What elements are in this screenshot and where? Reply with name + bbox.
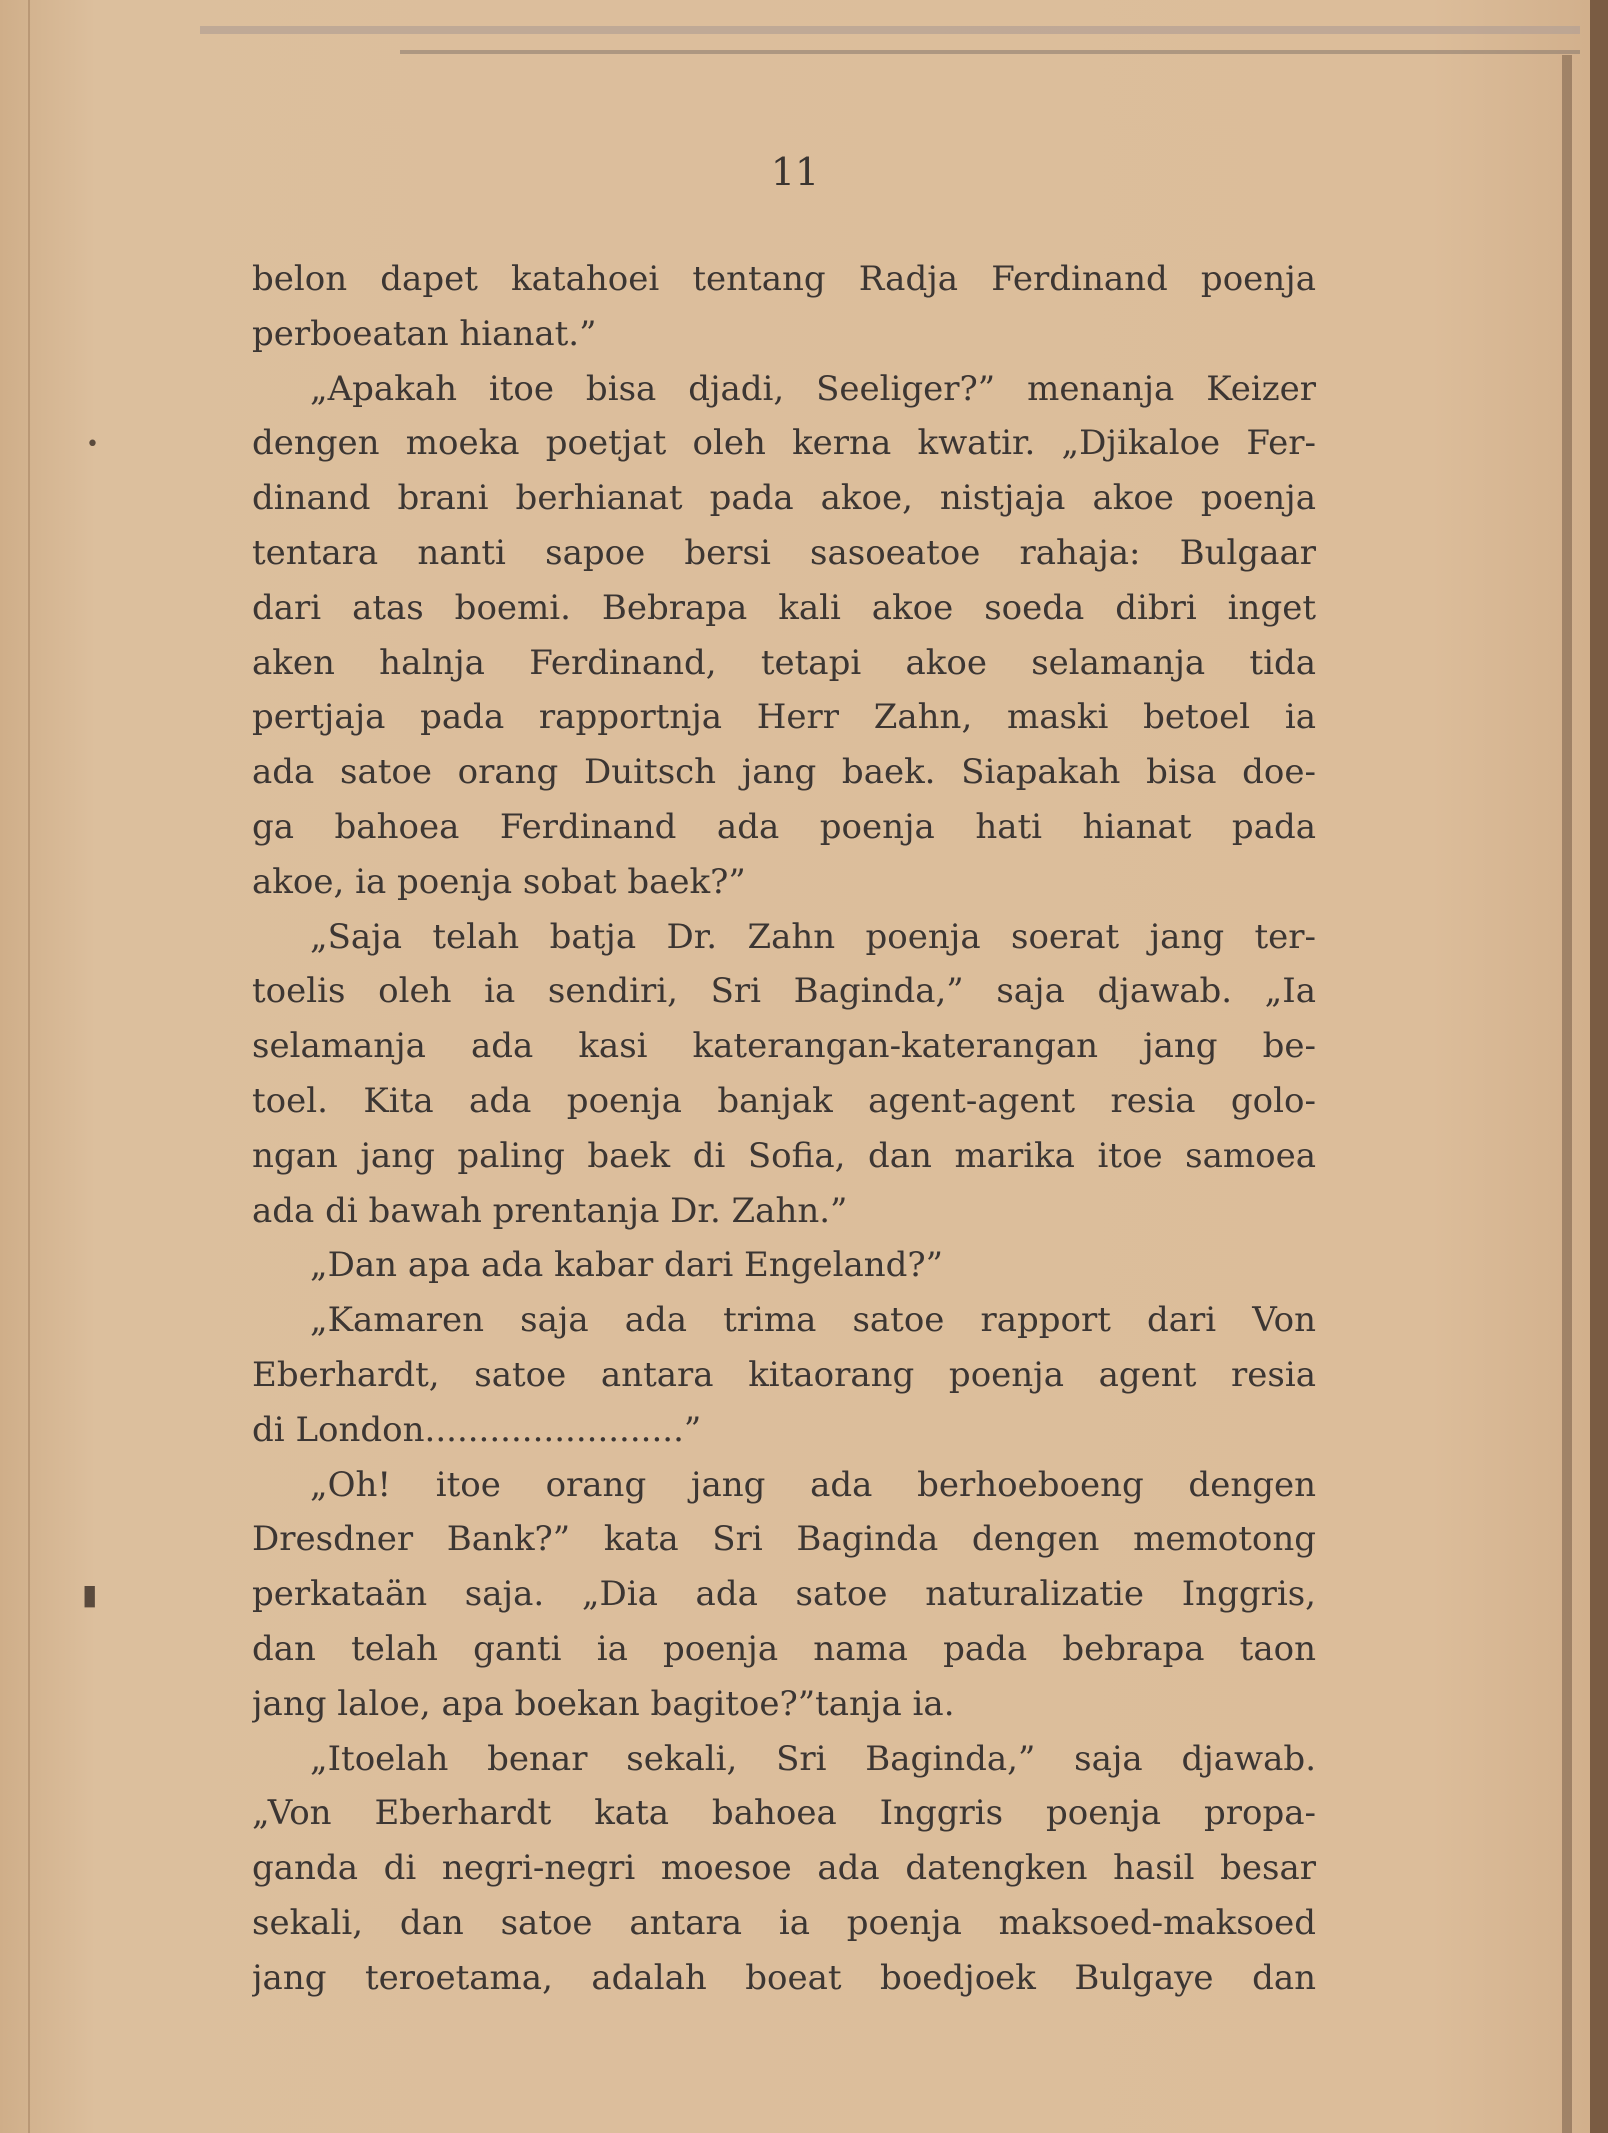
text-line: ada satoe orang Duitsch jang baek. Siapakah bisa doe- <box>252 752 1316 793</box>
text-line: „Dan apa ada kabar dari Engeland?” <box>310 1245 944 1286</box>
page-spine-edge <box>28 0 30 2133</box>
margin-stain: ▮ <box>82 1578 98 1611</box>
text-line: „Von Eberhardt kata bahoea Inggris poenja propa- <box>252 1793 1316 1834</box>
margin-speck: • <box>86 432 99 457</box>
page-top-edge <box>200 26 1580 34</box>
text-line: toel. Kita ada poenja banjak agent-agent resia golo- <box>252 1080 1316 1121</box>
text-line: „Itoelah benar sekali, Sri Baginda,” saja djawab. <box>310 1738 1316 1779</box>
text-line: „Kamaren saja ada trima satoe rapport dari Von <box>310 1300 1316 1341</box>
text-line: jang laloe, apa boekan bagitoe?”tanja ia. <box>252 1683 955 1724</box>
text-line: toelis oleh ia sendiri, Sri Baginda,” saja djawab. „Ia <box>252 971 1316 1012</box>
text-line: dan telah ganti ia poenja nama pada bebrapa taon <box>252 1628 1316 1669</box>
page-top-shadow <box>400 50 1580 54</box>
text-line: ngan jang paling baek di Sofia, dan marika itoe samoea <box>252 1135 1316 1176</box>
text-line: „Oh! itoe orang jang ada berhoeboeng dengen <box>310 1464 1316 1505</box>
text-line: di London........................” <box>252 1409 702 1450</box>
text-line: dinand brani berhianat pada akoe, nistjaja akoe poenja <box>252 478 1316 519</box>
text-line: „Apakah itoe bisa djadi, Seeliger?” menanja Keizer <box>310 368 1316 409</box>
text-line: Eberhardt, satoe antara kitaorang poenja agent resia <box>252 1354 1316 1395</box>
text-line: perkataän saja. „Dia ada satoe naturalizatie Inggris, <box>252 1574 1316 1615</box>
page-right-edge <box>1562 55 1572 2133</box>
text-line: selamanja ada kasi katerangan-katerangan jang be- <box>252 1026 1316 1067</box>
text-line: Dresdner Bank?” kata Sri Baginda dengen memotong <box>252 1519 1316 1560</box>
page-number: 11 <box>770 150 820 194</box>
text-line: sekali, dan satoe antara ia poenja maksoed-maksoed <box>252 1902 1316 1943</box>
text-line: tentara nanti sapoe bersi sasoeatoe rahaja: Bulgaar <box>252 532 1316 573</box>
text-line: ada di bawah prentanja Dr. Zahn.” <box>252 1190 848 1231</box>
text-line: „Saja telah batja Dr. Zahn poenja soerat jang ter- <box>310 916 1316 957</box>
text-line: belon dapet katahoei tentang Radja Ferdinand poenja <box>252 259 1316 299</box>
text-line: dengen moeka poetjat oleh kerna kwatir. „Djikaloe Fer- <box>252 423 1316 464</box>
text-line: pertjaja pada rapportnja Herr Zahn, maski betoel ia <box>252 697 1316 738</box>
text-line: ganda di negri-negri moesoe ada datengken hasil besar <box>252 1848 1316 1889</box>
text-line: aken halnja Ferdinand, tetapi akoe selamanja tida <box>252 642 1316 683</box>
text-line: jang teroetama, adalah boeat boedjoek Bulgaye dan <box>252 1957 1316 1998</box>
text-line: perboeatan hianat.” <box>252 313 597 354</box>
body-text <box>252 252 1316 2006</box>
text-line: akoe, ia poenja sobat baek?” <box>252 861 746 902</box>
text-line: ga bahoea Ferdinand ada poenja hati hianat pada <box>252 806 1316 847</box>
text-line: dari atas boemi. Bebrapa kali akoe soeda dibri inget <box>252 587 1316 628</box>
